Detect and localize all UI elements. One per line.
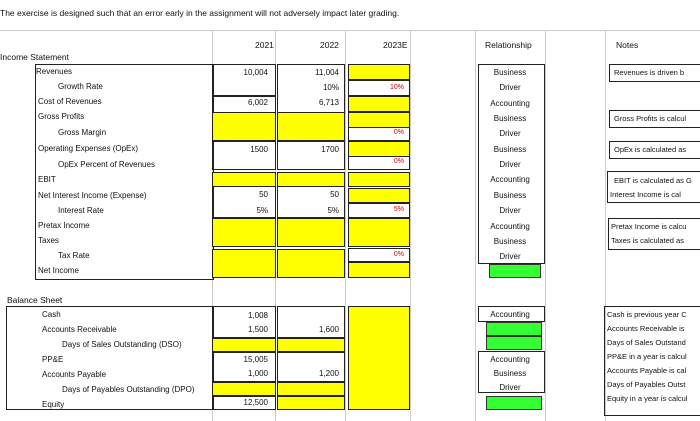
cell-2023-gross-margin[interactable]: 0% xyxy=(393,129,404,136)
note-cash: Cash is previous year C xyxy=(607,310,687,319)
note-ebit: EBIT is calculated as G xyxy=(614,176,692,185)
row-label-interest-rate: Interest Rate xyxy=(58,206,104,215)
cell-2022-opex[interactable]: 1700 xyxy=(321,145,339,154)
cell-2021-equity[interactable]: 12,500 xyxy=(243,398,268,407)
row-label-net-income: Net Income xyxy=(38,266,79,275)
input-2021-dso[interactable] xyxy=(212,338,276,352)
rel-cash: Accounting xyxy=(490,310,530,319)
rel-opex-pct: Driver xyxy=(499,160,521,169)
cell-2022-ap[interactable]: 1,200 xyxy=(318,369,339,378)
box-2022-opex xyxy=(277,141,345,170)
input-2023-revenues[interactable] xyxy=(348,64,410,80)
box-2021-interest xyxy=(212,186,276,218)
header-relationship: Relationship xyxy=(485,40,532,50)
row-label-opex-percent: OpEx Percent of Revenues xyxy=(58,160,155,169)
box-2022-interest xyxy=(277,186,345,218)
row-label-dso: Days of Sales Outstanding (DSO) xyxy=(62,340,182,349)
row-label-gross-margin: Gross Margin xyxy=(58,128,107,137)
box-2021-cor xyxy=(212,96,276,113)
cell-2021-cost-of-revenues[interactable]: 6,002 xyxy=(247,98,268,107)
input-2023-balance[interactable] xyxy=(348,306,410,410)
note-gross-profits: Gross Profits is calcul xyxy=(614,114,687,123)
row-label-ebit: EBIT xyxy=(38,175,56,184)
row-label-pretax-income: Pretax Income xyxy=(38,221,90,230)
cell-2021-ppe[interactable]: 15,005 xyxy=(243,355,268,364)
row-label-equity: Equity xyxy=(42,400,65,409)
row-label-revenues: Revenues xyxy=(36,67,73,76)
income-label-box xyxy=(35,64,214,280)
cell-2021-ar[interactable]: 1,500 xyxy=(247,325,268,334)
input-2021-pretax-taxes[interactable] xyxy=(212,218,276,247)
input-rel-equity[interactable] xyxy=(486,396,542,410)
row-label-cost-of-revenues: Cost of Revenues xyxy=(38,97,102,106)
rel-opex: Business xyxy=(493,145,527,154)
rel-growth: Driver xyxy=(499,83,521,92)
rel-gross-profits: Business xyxy=(493,114,527,123)
row-label-accounts-payable: Accounts Payable xyxy=(42,370,107,379)
cell-2021-interest-rate[interactable]: 5% xyxy=(256,206,268,215)
input-2021-net-income[interactable] xyxy=(212,249,276,278)
income-statement-title: Income Statement xyxy=(0,52,69,62)
note-ar: Accounts Receivable is xyxy=(607,324,685,333)
note-revenues: Revenues is driven b xyxy=(614,68,685,77)
rel-dpo: Driver xyxy=(499,383,521,392)
input-2022-ebit[interactable] xyxy=(277,172,345,187)
row-label-cash: Cash xyxy=(42,310,61,319)
note-ppe: PP&E in a year is calcul xyxy=(607,352,687,361)
note-box-3 xyxy=(609,141,700,159)
row-label-gross-profits: Gross Profits xyxy=(38,112,85,121)
input-2022-dso[interactable] xyxy=(277,338,345,352)
note-dpo: Days of Payables Outst xyxy=(607,380,686,389)
rel-ppe: Accounting xyxy=(490,355,530,364)
input-2023-gross-profits[interactable] xyxy=(348,112,410,128)
note-box-2 xyxy=(609,110,700,128)
rel-pretax: Accounting xyxy=(490,222,530,231)
header-2022: 2022 xyxy=(320,40,339,50)
note-box-5 xyxy=(608,218,700,250)
rel-cor: Accounting xyxy=(490,99,530,108)
box-2021-opex xyxy=(212,141,276,170)
cell-2021-net-interest[interactable]: 50 xyxy=(259,190,268,199)
input-2021-ebit[interactable] xyxy=(212,172,276,187)
note-box-4 xyxy=(607,171,700,203)
cell-2022-cost-of-revenues[interactable]: 6,713 xyxy=(318,98,339,107)
cell-2022-revenues[interactable]: 11,004 xyxy=(315,68,339,77)
cell-2022-interest-rate[interactable]: 5% xyxy=(327,206,339,215)
rel-interest-rate: Driver xyxy=(499,206,521,215)
cell-2021-cash[interactable]: 1,008 xyxy=(247,311,268,320)
input-2022-equity[interactable] xyxy=(277,396,345,410)
input-2023-pretax-taxes[interactable] xyxy=(348,218,410,247)
input-2022-pretax-taxes[interactable] xyxy=(277,218,345,247)
intro-text: The exercise is designed such that an error early in the assignment will not adversely impact later grading. xyxy=(0,8,400,18)
header-notes: Notes xyxy=(616,40,639,50)
cell-2021-revenues[interactable]: 10,004 xyxy=(243,68,268,77)
input-2023-opex[interactable] xyxy=(348,141,410,157)
rel-tax-rate: Driver xyxy=(499,252,521,261)
rel-net-interest: Business xyxy=(493,191,527,200)
rel-revenues: Business xyxy=(493,68,527,77)
rel-gross-margin: Driver xyxy=(499,129,521,138)
row-label-growth-rate: Growth Rate xyxy=(58,82,103,91)
cell-2022-net-interest[interactable]: 50 xyxy=(330,190,339,199)
rel-taxes: Business xyxy=(493,237,527,246)
input-2023-interest[interactable] xyxy=(348,188,410,203)
header-2021: 2021 xyxy=(255,40,274,50)
note-ap: Accounts Payable is cal xyxy=(607,366,687,375)
cell-2023-opex-pct[interactable]: 0% xyxy=(393,158,404,165)
rel-ebit: Accounting xyxy=(490,175,530,184)
note-opex: OpEx is calculated as xyxy=(614,145,687,154)
row-label-accounts-receivable: Accounts Receivable xyxy=(42,325,117,334)
input-2023-cor[interactable] xyxy=(348,96,410,112)
row-label-dpo: Days of Payables Outstanding (DPO) xyxy=(62,385,195,394)
row-label-net-interest: Net Interest Income (Expense) xyxy=(38,191,147,200)
note-interest: Interest Income is cal xyxy=(610,190,681,199)
note-box-1 xyxy=(609,64,700,82)
box-2022-revenues xyxy=(277,64,345,113)
balance-label-box xyxy=(6,306,214,410)
row-label-taxes: Taxes xyxy=(38,236,59,245)
row-label-ppe: PP&E xyxy=(42,355,64,364)
input-2022-dpo[interactable] xyxy=(277,382,345,396)
note-pretax: Pretax Income is calcu xyxy=(611,222,687,231)
cell-2022-growth[interactable]: 10% xyxy=(322,83,339,92)
input-rel-ar[interactable] xyxy=(486,322,542,336)
input-2022-gross-profits[interactable] xyxy=(277,112,345,141)
input-2021-dpo[interactable] xyxy=(212,382,276,396)
box-2021-revenues xyxy=(212,64,276,96)
balance-sheet-title: Balance Sheet xyxy=(7,295,63,305)
header-2023e: 2023E xyxy=(383,40,408,50)
cell-2023-tax-rate[interactable]: 0% xyxy=(393,251,404,258)
cell-2023-growth[interactable]: 10% xyxy=(389,84,404,91)
input-2023-net-income[interactable] xyxy=(348,262,410,278)
note-dso: Days of Sales Outstand xyxy=(607,338,686,347)
note-equity: Equity in a year is calcul xyxy=(607,394,688,403)
input-rel-dso[interactable] xyxy=(486,336,542,350)
cell-2022-ar[interactable]: 1,600 xyxy=(318,325,339,334)
cell-2021-ap[interactable]: 1,000 xyxy=(247,369,268,378)
input-2022-net-income[interactable] xyxy=(277,249,345,278)
cell-2023-interest-rate[interactable]: 5% xyxy=(393,206,404,213)
input-2023-ebit[interactable] xyxy=(348,172,410,187)
row-label-opex: Operating Expenses (OpEx) xyxy=(38,144,139,153)
cell-2021-opex[interactable]: 1500 xyxy=(250,145,268,154)
input-2021-gross-profits[interactable] xyxy=(212,112,276,141)
rel-ap: Business xyxy=(493,369,527,378)
input-rel-net-income[interactable] xyxy=(489,264,541,278)
note-taxes: Taxes is calculated as xyxy=(611,236,684,245)
row-label-tax-rate: Tax Rate xyxy=(58,251,90,260)
